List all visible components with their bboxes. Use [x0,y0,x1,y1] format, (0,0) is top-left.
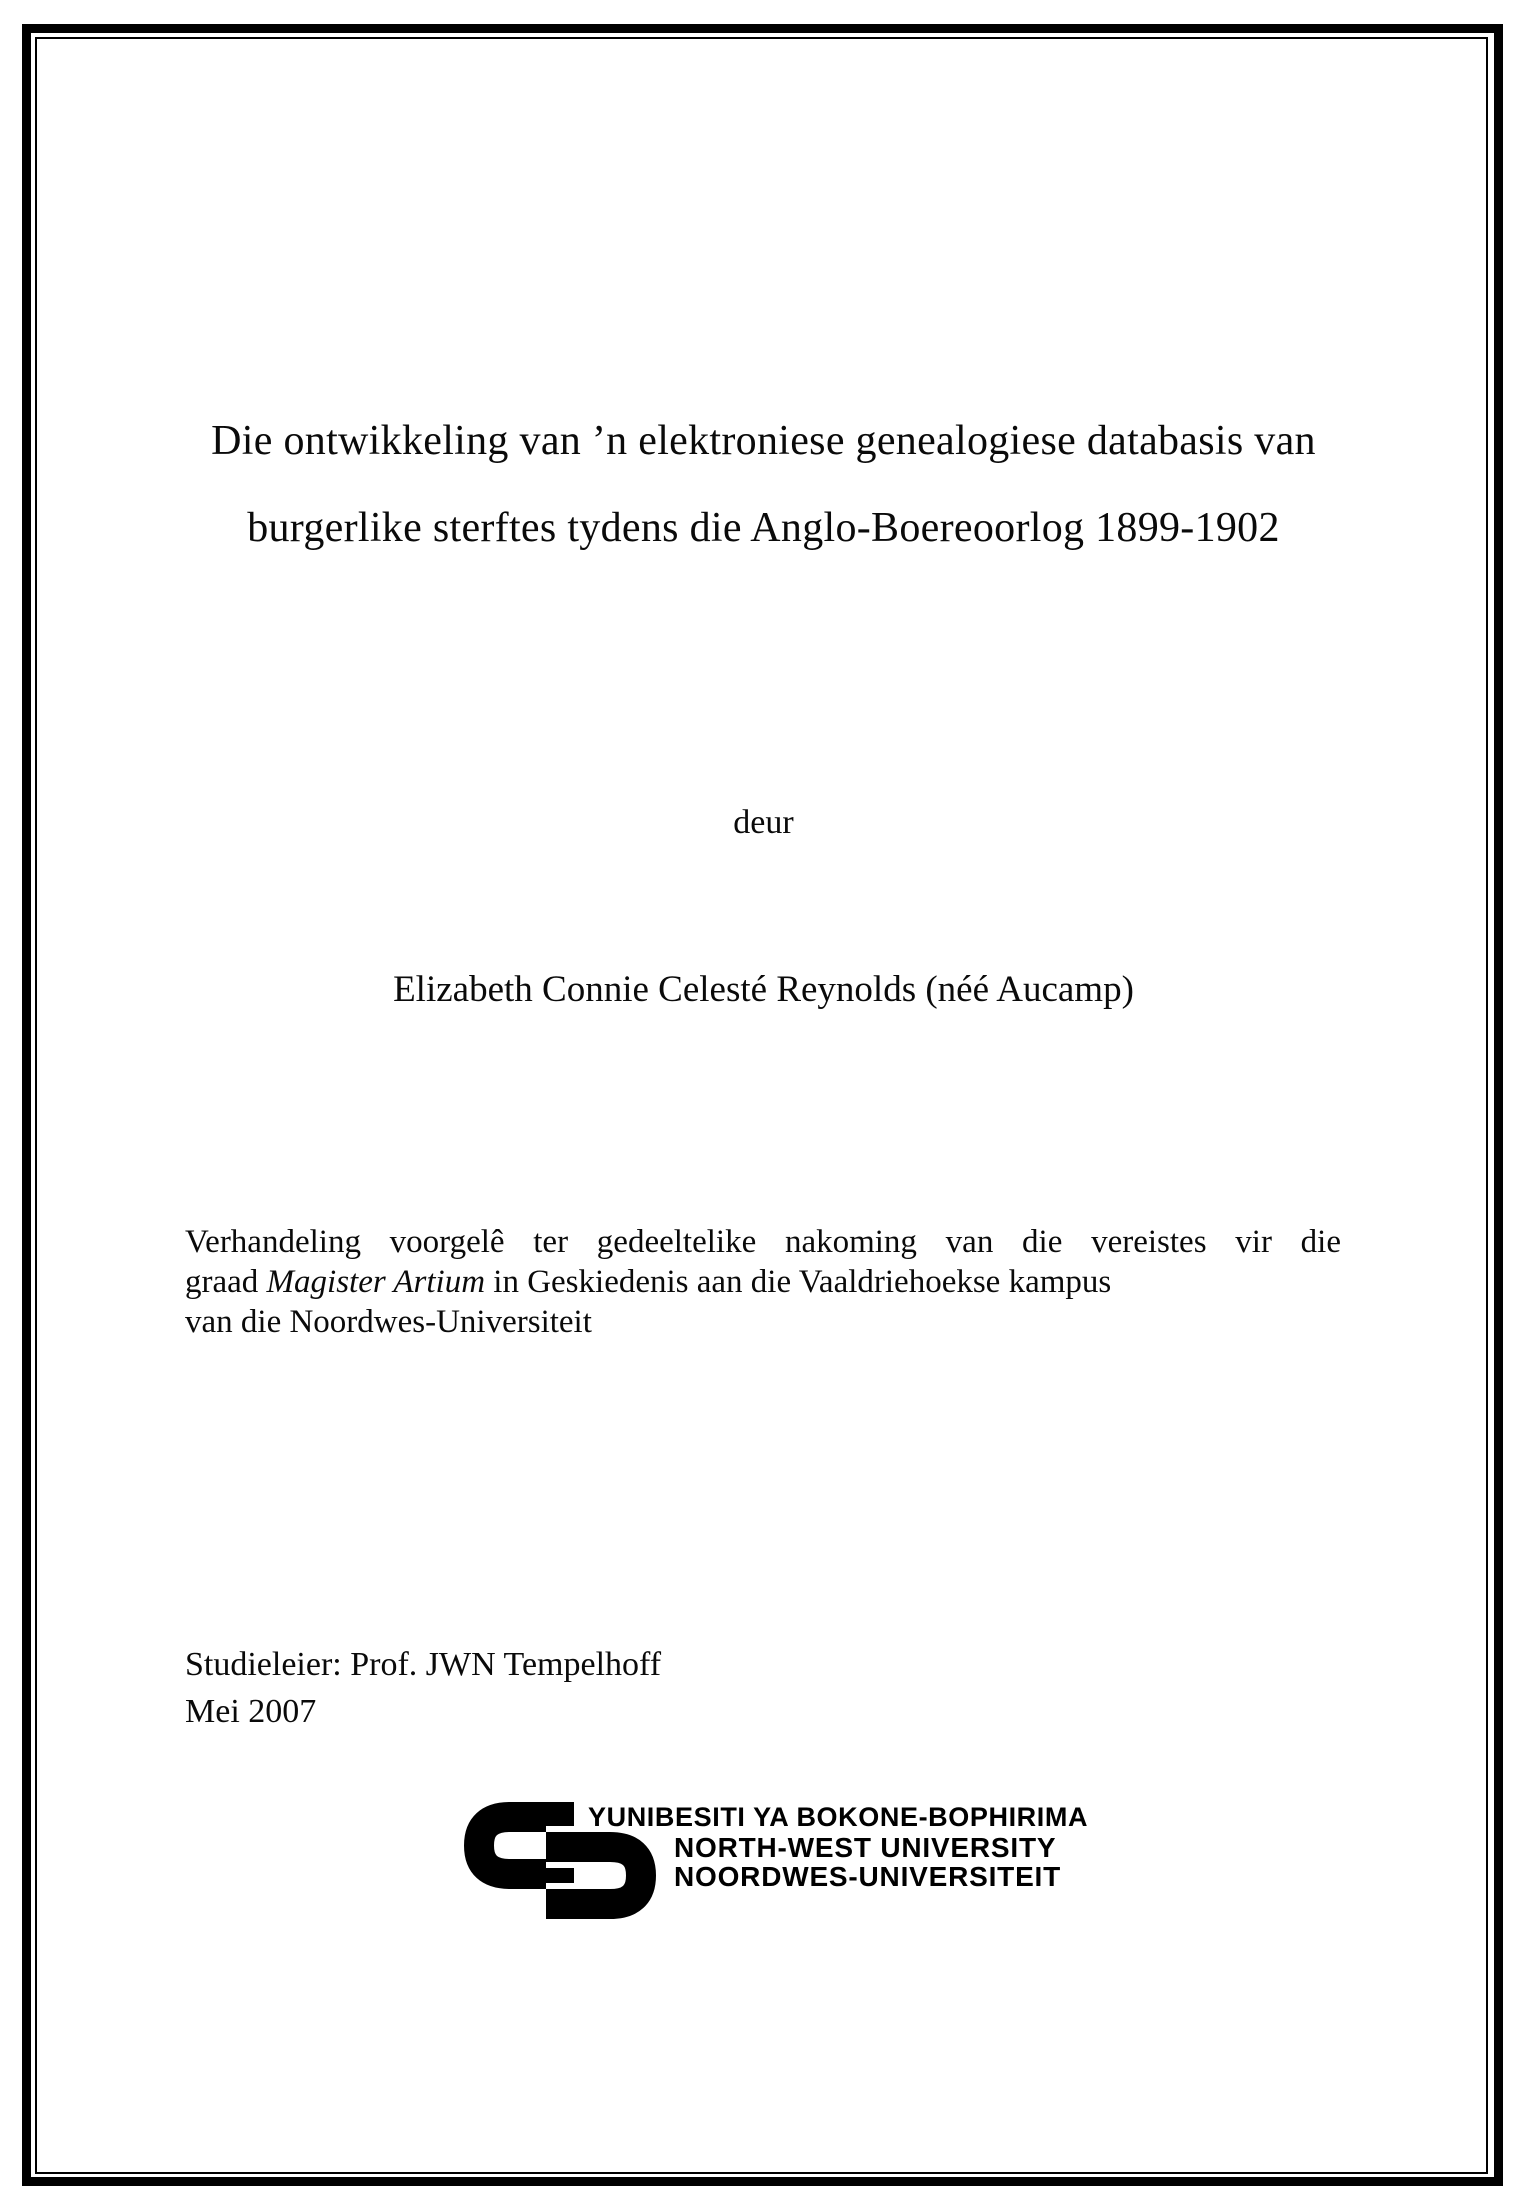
thesis-title [0,398,1527,572]
supervisor-block [185,1641,661,1735]
submission-line-2 [185,1262,1341,1302]
submission-line-2-post: in Geskiedenis aan die Vaaldriehoekse kampus [485,1264,1112,1300]
logo-text-setswana: YUNIBESITI YA BOKONE-BOPHIRIMA [588,1802,1089,1832]
date-line: Mei 2007 [185,1693,317,1730]
degree-name-italic: Magister Artium [266,1264,486,1300]
thesis-title-line-1: Die ontwikkeling van ’n elektroniese genealogiese databasis van [211,418,1316,464]
byline-deur: deur [733,804,794,841]
submission-line-2-pre: graad [185,1264,267,1300]
author-name: Elizabeth Connie Celesté Reynolds (néé Aucamp) [393,969,1134,1010]
supervisor-line: Studieleier: Prof. JWN Tempelhoff [185,1646,662,1683]
submission-line-3: van die Noordwes-Universiteit [185,1304,592,1340]
logo-text-afrikaans: NOORDWES-UNIVERSITEIT [674,1861,1062,1892]
logo-text-english: NORTH-WEST UNIVERSITY [674,1832,1057,1863]
submission-line-1: Verhandeling voorgelê ter gedeeltelike nakoming van die vereistes vir die [185,1224,1341,1260]
thesis-title-line-2: burgerlike sterftes tydens die Anglo-Boereoorlog 1899-1902 [247,505,1280,551]
submission-statement [185,1222,1341,1342]
